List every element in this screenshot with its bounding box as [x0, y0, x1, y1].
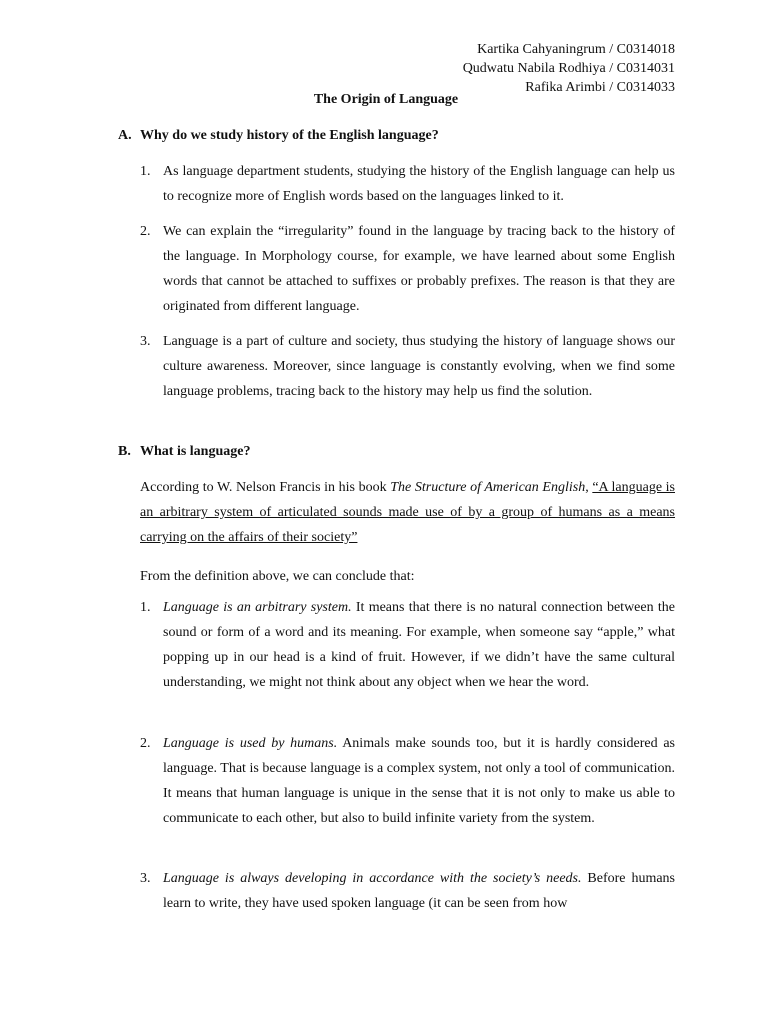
list-text	[163, 731, 675, 831]
list-number: 1.	[140, 164, 151, 179]
list-item	[140, 159, 675, 209]
intro-text: According to W. Nelson Francis in his book	[140, 480, 391, 495]
list-body: Animals make sounds too, but it is hardly considered as language. That is because language is a complex system, not only a tool of communication. It means that human language is unique in the sense that it is not only to make us able to communicate to each other, but also to build infinite variety from the system.	[163, 736, 675, 826]
list-body: Before humans learn to write, they have used spoken language (it can be seen from how	[163, 871, 675, 911]
section-b-heading	[118, 444, 250, 460]
author-line: Rafika Arimbi / C0314033	[525, 80, 675, 95]
list-number: 2.	[140, 224, 151, 239]
conclusion-intro: From the definition above, we can conclude that:	[140, 569, 415, 584]
list-item	[140, 866, 675, 916]
comma-text: ,	[585, 480, 593, 495]
list-number: 1.	[140, 600, 151, 615]
list-number: 3.	[140, 334, 151, 349]
section-a-heading	[118, 128, 439, 144]
section-letter: B.	[118, 444, 131, 459]
document-title: The Origin of Language	[313, 92, 459, 107]
author-list	[463, 40, 675, 97]
definition-paragraph	[140, 475, 675, 550]
section-title: Why do we study history of the English language?	[140, 128, 439, 143]
list-number: 2.	[140, 736, 151, 751]
list-text: Language is a part of culture and society, thus studying the history of language shows our culture awareness. Moreover, since language is constantly evolving, when we find some language problems, tracing back to the history may help us find the solution.	[163, 334, 675, 399]
definition-quote: “A language is an arbitrary system of articulated sounds made use of by a group of humans as a means carrying on the affairs of their society”	[140, 480, 675, 545]
section-letter: A.	[118, 128, 132, 143]
author-line: Qudwatu Nabila Rodhiya / C0314031	[462, 61, 675, 76]
list-lead: Language is an arbitrary system.	[163, 600, 352, 615]
list-item	[140, 731, 675, 831]
list-item	[140, 329, 675, 404]
list-body: It means that there is no natural connection between the sound or form of a word and its meaning. For example, when someone say “apple,” what popping up in our head is a kind of fruit. However, if we didn’t have the same cultural understanding, we might not think about any object when we hear the word.	[163, 600, 675, 690]
list-lead: Language is used by humans.	[163, 736, 338, 751]
list-lead: Language is always developing in accordance with the society’s needs.	[163, 871, 582, 886]
list-text: As language department students, studying the history of the English language can help us to recognize more of English words based on the languages linked to it.	[163, 164, 675, 204]
list-text	[163, 595, 675, 695]
list-item	[140, 595, 675, 695]
list-number: 3.	[140, 871, 151, 886]
section-title: What is language?	[140, 444, 251, 459]
list-item	[140, 219, 675, 319]
book-title: The Structure of American English	[390, 480, 586, 495]
list-text	[163, 866, 675, 916]
author-line: Kartika Cahyaningrum / C0314018	[477, 42, 675, 57]
list-text: We can explain the “irregularity” found in the language by tracing back to the history of the language. In Morphology course, for example, we have learned about some English words that cannot be attached to suffixes or probably prefixes. The reason is that they are originated from different language.	[163, 224, 675, 314]
